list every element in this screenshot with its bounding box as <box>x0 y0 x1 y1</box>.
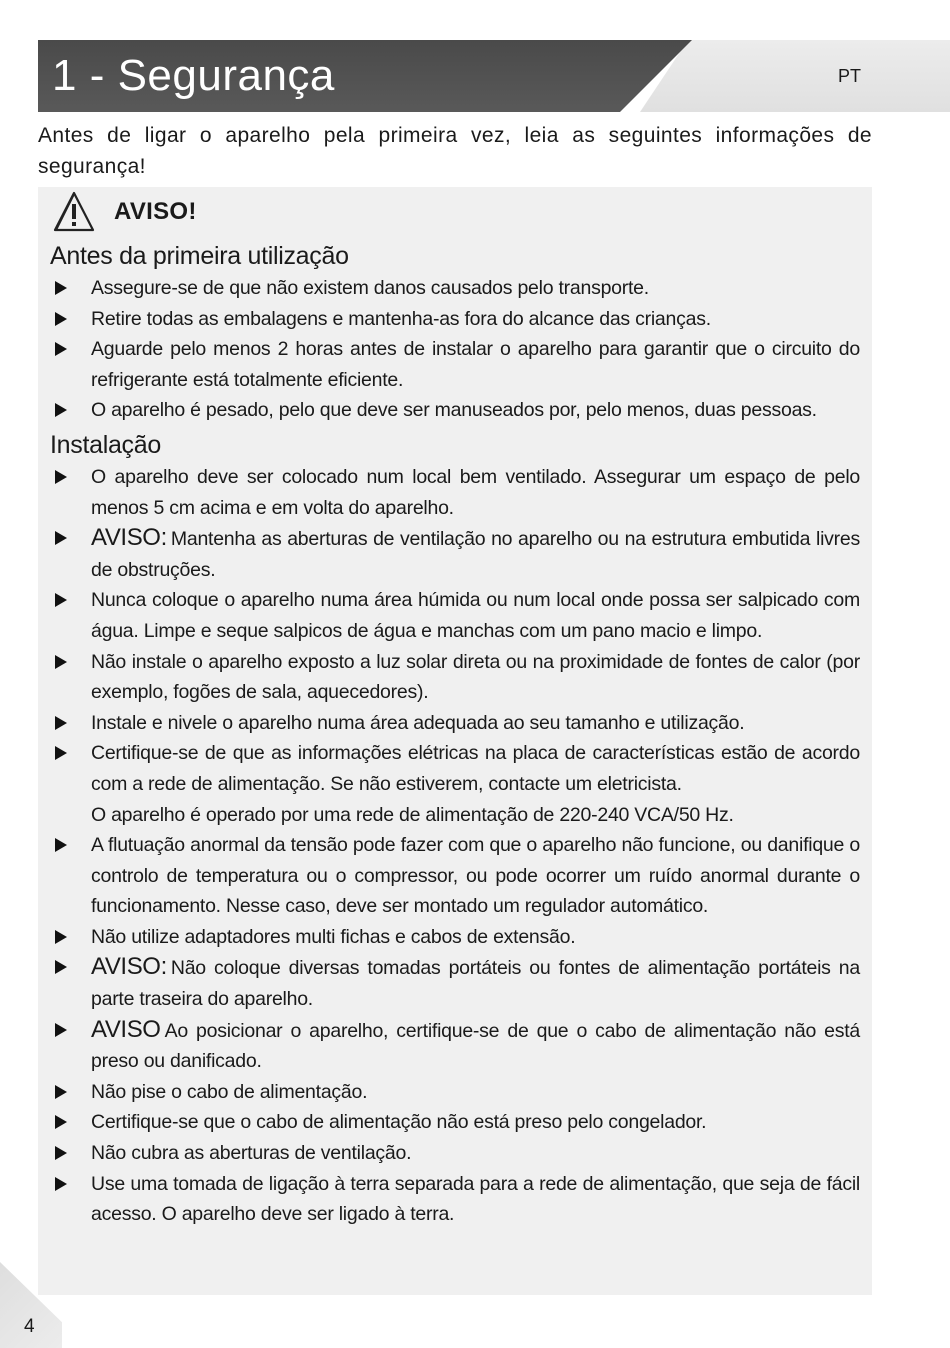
list-item <box>50 585 860 646</box>
bullet-arrow-icon <box>55 1085 67 1099</box>
bullet-arrow-icon <box>55 1177 67 1191</box>
list-item <box>50 830 860 922</box>
item-text: Instale e nivele o aparelho numa área adequada ao seu tamanho e utilização. <box>91 711 745 734</box>
warning-prefix: AVISO: <box>91 953 167 981</box>
bullet-arrow-icon <box>55 1146 67 1160</box>
list-item <box>50 1015 860 1077</box>
warning-triangle-icon <box>52 190 96 234</box>
warning-prefix: AVISO <box>91 1015 161 1043</box>
bullet-arrow-icon <box>55 838 67 852</box>
page-title: 1 - Segurança <box>52 51 335 100</box>
bullet-arrow-icon <box>55 470 67 484</box>
bullet-arrow-icon <box>55 930 67 944</box>
bullet-arrow-icon <box>55 312 67 326</box>
list-item <box>50 952 860 1014</box>
item-text: Retire todas as embalagens e mantenha-as fora do alcance das crianças. <box>91 307 711 330</box>
bullet-arrow-icon <box>55 281 67 295</box>
bullet-arrow-icon <box>55 403 67 417</box>
bullet-arrow-icon <box>55 960 67 974</box>
warning-prefix: AVISO: <box>91 524 167 552</box>
item-text: O aparelho é pesado, pelo que deve ser manuseados por, pelo menos, duas pessoas. <box>91 399 817 422</box>
bullet-arrow-icon <box>55 593 67 607</box>
warning-label: AVISO! <box>114 198 197 225</box>
item-text: A flutuação anormal da tensão pode fazer com que o aparelho não funcione, ou danifique o controlo de temperatura ou o compressor, ou pode ocorrer um ruído anormal durante o funcionamento. Nesse caso, deve ser montado um regulador automático. <box>91 834 860 918</box>
list-item <box>50 647 860 708</box>
item-text: Mantenha as aberturas de ventilação no aparelho ou na estrutura embutida livres de obstruções. <box>91 528 860 581</box>
item-text: Nunca coloque o aparelho numa área húmida ou num local onde possa ser salpicado com água. Limpe e seque salpicos de água e manchas com um pano macio e limpo. <box>91 589 860 642</box>
list-item <box>50 1138 860 1169</box>
bullet-arrow-icon <box>55 655 67 669</box>
page-number: 4 <box>24 1316 35 1337</box>
section-list <box>50 273 860 426</box>
item-text: Não coloque diversas tomadas portáteis ou fontes de alimentação portáteis na parte traseira do aparelho. <box>91 957 860 1011</box>
language-code: PT <box>838 66 862 86</box>
list-item <box>50 1107 860 1138</box>
bullet-arrow-icon <box>55 716 67 730</box>
bullet-arrow-icon <box>55 1115 67 1129</box>
list-item <box>50 273 860 304</box>
item-text: Não instale o aparelho exposto a luz solar direta ou na proximidade de fontes de calor (por exemplo, fogões de sala, aquecedores). <box>91 650 860 704</box>
header-banner-light <box>640 40 950 112</box>
list-item <box>50 462 860 523</box>
item-text: Aguarde pelo menos 2 horas antes de instalar o aparelho para garantir que o circuito do refrigerante está totalmente eficiente. <box>91 338 860 391</box>
item-text: Não cubra as aberturas de ventilação. <box>91 1142 412 1165</box>
list-item <box>50 922 860 953</box>
item-text: Certifique-se de que as informações elétricas na placa de características estão de acordo com a rede de alimentação. Se não estiverem, contacte um eletricista. <box>91 742 860 795</box>
item-text: Certifique-se que o cabo de alimentação não está preso pelo congelador. <box>91 1111 707 1134</box>
item-text: Ao posicionar o aparelho, certifique-se de que o cabo de alimentação não está preso ou danificado. <box>91 1019 860 1073</box>
list-item <box>50 395 860 426</box>
intro-text: Antes de ligar o aparelho pela primeira vez, leia as seguintes informações de segurança! <box>38 124 872 178</box>
list-item <box>50 304 860 335</box>
bullet-arrow-icon <box>55 531 67 545</box>
item-extra-text: O aparelho é operado por uma rede de alimentação de 220-240 VCA/50 Hz. <box>91 803 734 826</box>
item-text: Não pise o cabo de alimentação. <box>91 1080 368 1103</box>
item-text: Use uma tomada de ligação à terra separada para a rede de alimentação, que seja de fácil acesso. O aparelho deve ser ligado à terra. <box>91 1172 860 1226</box>
list-item <box>50 334 860 395</box>
bullet-arrow-icon <box>55 746 67 760</box>
list-item <box>50 738 860 830</box>
safety-panel <box>38 187 872 1295</box>
section-title: Instalação <box>50 430 161 459</box>
item-text: O aparelho deve ser colocado num local bem ventilado. Assegurar um espaço de pelo menos 5 cm acima e em volta do aparelho. <box>91 465 860 519</box>
list-item <box>50 708 860 739</box>
bullet-arrow-icon <box>55 342 67 356</box>
item-text: Assegure-se de que não existem danos causados pelo transporte. <box>91 277 649 299</box>
bullet-arrow-icon <box>55 1023 67 1037</box>
list-item <box>50 1077 860 1108</box>
sections-container <box>50 239 860 1232</box>
list-item <box>50 523 860 585</box>
item-text: Não utilize adaptadores multi fichas e cabos de extensão. <box>91 925 576 948</box>
section-title: Antes da primeira utilização <box>50 242 349 270</box>
list-item <box>50 1169 860 1230</box>
warning-heading <box>52 187 197 237</box>
section-list <box>50 462 860 1230</box>
